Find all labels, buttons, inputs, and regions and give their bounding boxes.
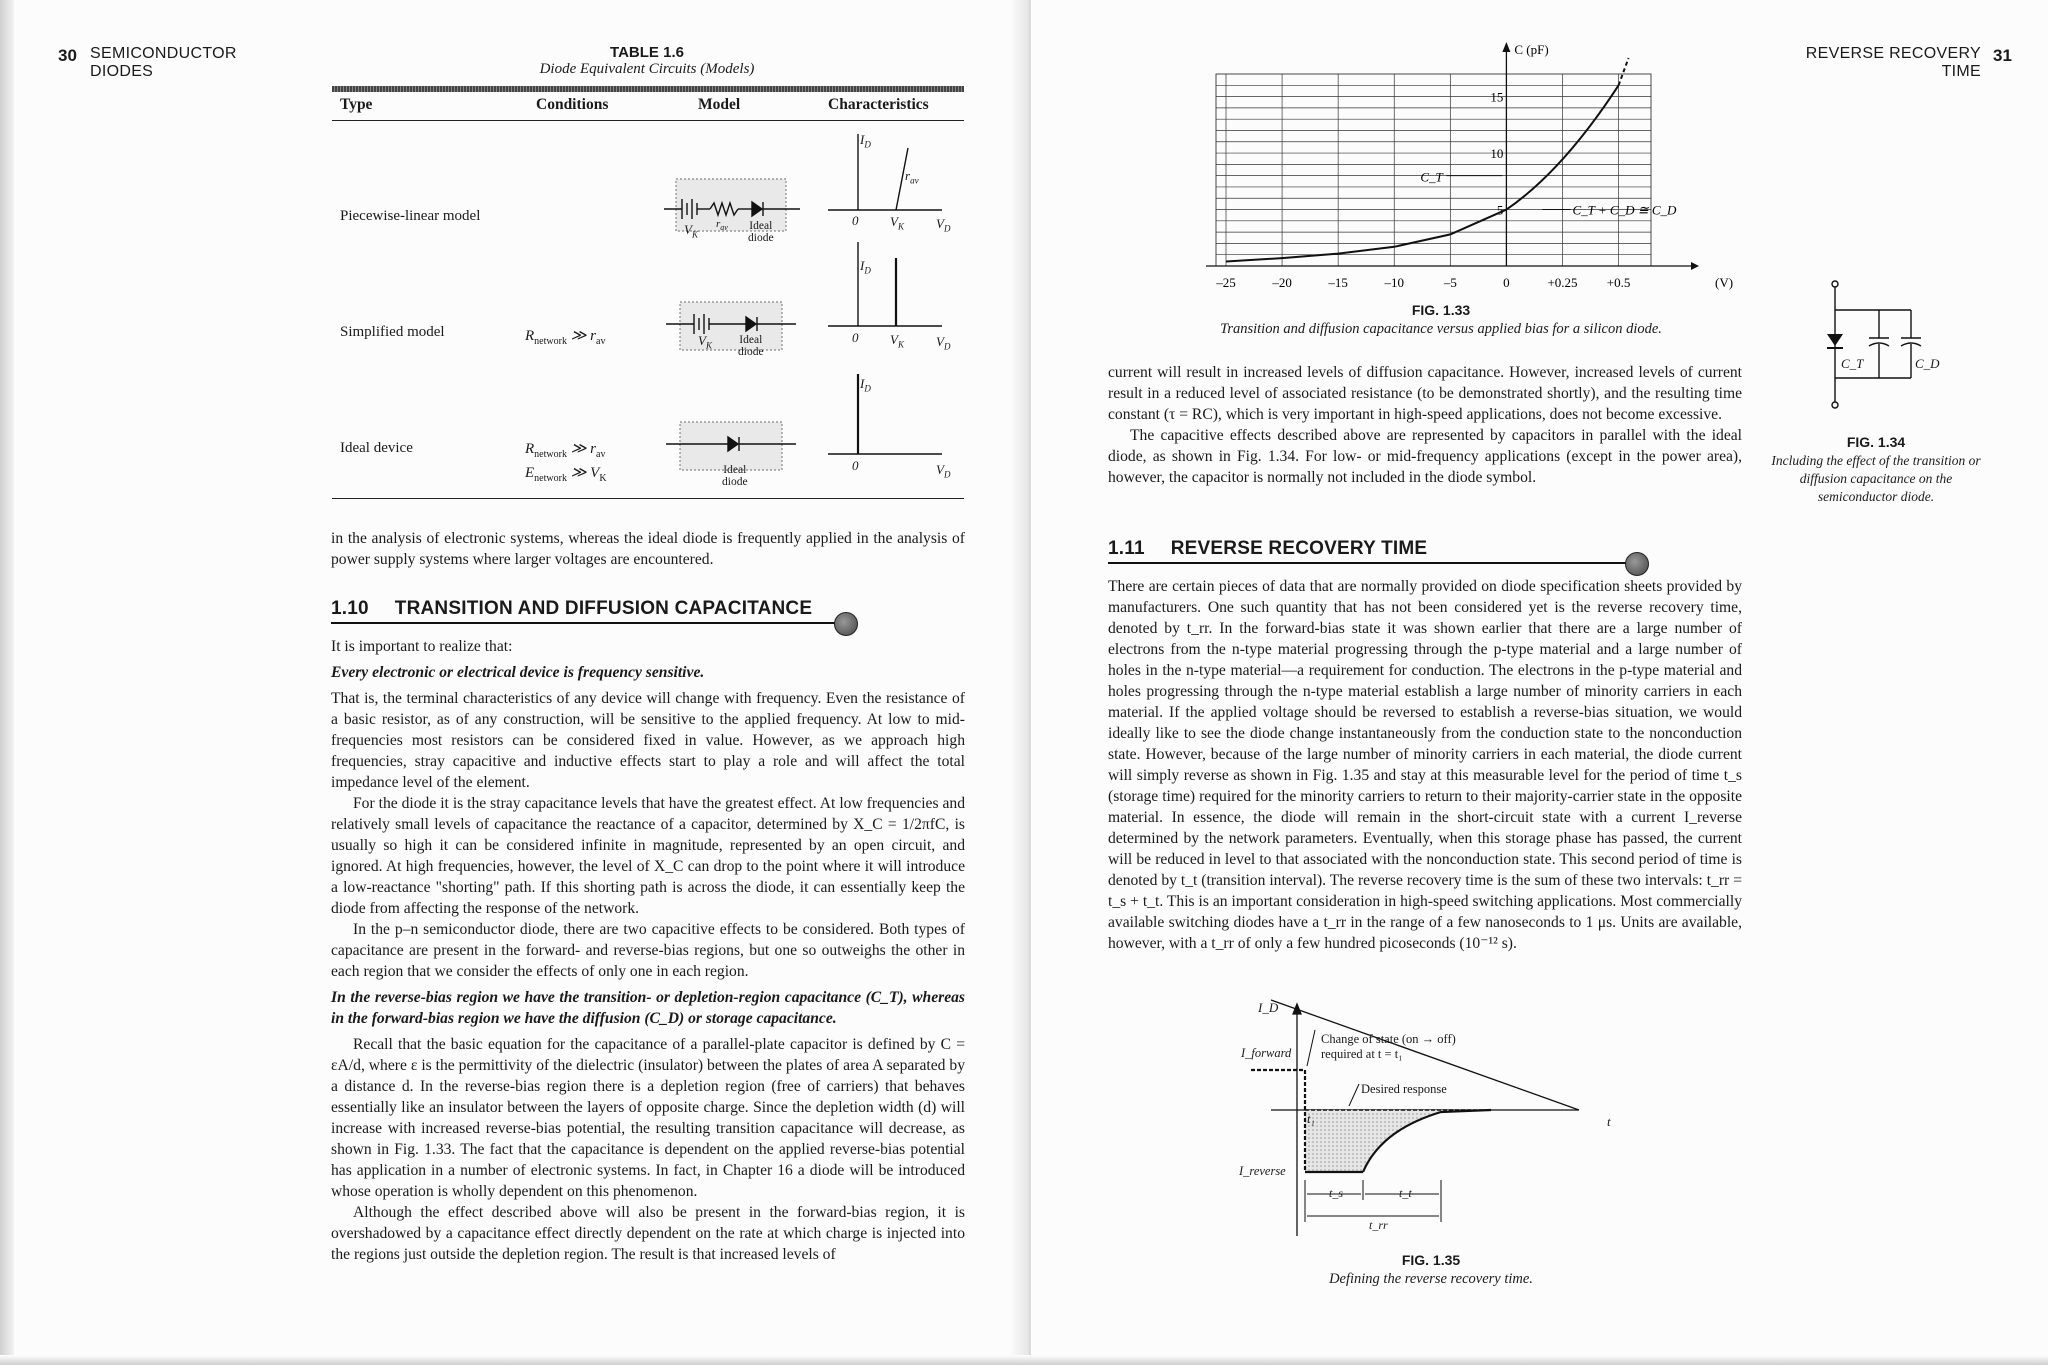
x-tick-label: –10	[1384, 275, 1404, 290]
label-id-3: $I_D$	[860, 376, 871, 394]
x-tick-label: +0.25	[1547, 275, 1578, 290]
row-type-piecewise: Piecewise-linear model	[340, 208, 481, 224]
label-ideal-diode-2: Ideal diode	[738, 334, 764, 358]
header-conditions: Conditions	[536, 96, 609, 113]
header-type: Type	[340, 96, 373, 113]
emphasis-statement: Every electronic or electrical device is frequency sensitive.	[331, 664, 705, 681]
paragraph: Recall that the basic equation for the capacitance of a parallel-plate capacitor is defined by C = εA/d, where ε is the permittivity of the dielectric (insulator) between the plates of area A separated by a distance d. In the reverse-bias region there is a depletion region (free of carriers) that behaves essentially like an insulator between the layers of opposite charge. Since the depletion width (d) will increase with increased reverse-bias potential, the resulting transition capacitance will decrease, as shown in Fig. 1.33. The fact that the capacitance is dependent on the applied reverse-bias potential has application in a number of electronic systems. In fact, in Chapter 16 a diode will be introduced whose operation is wholly dependent on this phenomenon.	[331, 1036, 965, 1200]
table-title: TABLE 1.6	[610, 44, 684, 61]
label-zero-3: 0	[852, 458, 859, 473]
label-rav-model: $r_{av}$	[716, 218, 728, 233]
fig-1-33-label: FIG. 1.33	[1411, 302, 1471, 318]
fig-1-33-caption: Transition and diffusion capacitance versus applied bias for a silicon diode.	[1220, 321, 1662, 337]
x-tick-label: –5	[1443, 275, 1457, 290]
fig-1-34-ct: C_T	[1841, 356, 1864, 371]
fig-1-34-cd: C_D	[1915, 356, 1940, 371]
ct-annotation: C_T	[1420, 169, 1443, 185]
char-ideal	[828, 374, 942, 454]
page-edge	[0, 0, 14, 1365]
fig-1-33-chart	[1171, 40, 1734, 302]
y-tick-label: 10	[1490, 146, 1504, 162]
x-tick-label: –20	[1272, 275, 1292, 290]
section-title: TRANSITION AND DIFFUSION CAPACITANCE	[394, 598, 813, 619]
page-bottom-edge	[0, 1355, 2048, 1365]
fig-1-34-diagram	[1811, 270, 1941, 420]
label-id-2: $I_D$	[860, 258, 871, 276]
series-cd-extension	[1619, 58, 1629, 85]
table-top-rule	[332, 86, 964, 92]
section-marker-icon	[1625, 552, 1649, 576]
series-ct-line	[1226, 210, 1506, 262]
x-tick-label: +0.5	[1606, 275, 1631, 290]
paragraph: In the p–n semiconductor diode, there are two capacitive effects to be considered. Both types of capacitance are present in the forward- and reverse-bias regions, but one so outweighs the other in each region that we consider the effects of only one in each region.	[331, 921, 965, 980]
x-tick-label: 0	[1503, 275, 1510, 290]
fig-1-35-tt: t_t	[1399, 1186, 1412, 1200]
fig-1-35-desired: Desired response	[1361, 1082, 1447, 1096]
fig-1-34-caption: Including the effect of the transition or diffusion capacitance on the semiconductor diode.	[1771, 453, 1981, 504]
section-title: REVERSE RECOVERY TIME	[1170, 538, 1428, 559]
y-axis-arrow	[1502, 42, 1510, 52]
fig-1-35-label: FIG. 1.35	[1401, 1252, 1461, 1268]
label-vd-2: $V_D$	[936, 334, 951, 352]
row-type-simplified: Simplified model	[340, 324, 445, 340]
paragraph: The capacitive effects described above are represented by capacitors in parallel with the ideal diode, as shown in Fig. 1.34. For low- or mid-frequency applications (except in the power area), however, the capacitor is normally not included in the diode symbol.	[1108, 427, 1742, 486]
section-heading-1-10	[331, 598, 851, 624]
table-subtitle: Diode Equivalent Circuits (Models)	[539, 61, 755, 77]
right-body-text	[1108, 362, 1742, 488]
header-model: Model	[698, 96, 741, 113]
fig-1-35-t1: t₁	[1307, 1112, 1315, 1126]
model-ideal	[666, 422, 796, 470]
char-simplified	[828, 242, 942, 326]
row-condition-simplified: $R_{network}$ ≫ $r_{av}$	[525, 328, 606, 347]
label-ideal-diode-3: Ideal diode	[722, 464, 748, 488]
running-head-right: REVERSE RECOVERY TIME	[1805, 45, 1981, 80]
label-vd-3: $V_D$	[936, 462, 951, 480]
x-tick-label: –15	[1328, 275, 1348, 290]
diode-symbol-icon	[1827, 334, 1843, 346]
paragraph: current will result in increased levels of diffusion capacitance. However, increased levels of current result in a reduced level of associated resistance (to be demonstrated shortly), and the resulting time constant (τ = RC), which is very important in high-speed applications, does not become excessive.	[1108, 364, 1742, 423]
emphasis-statement: In the reverse-bias region we have the transition- or depletion-region capacitance (C_T), whereas in the forward-bias region we have the diffusion (C_D) or storage capacitance.	[331, 989, 965, 1027]
section-number: 1.11	[1108, 538, 1145, 559]
paragraph: For the diode it is the stray capacitance levels that have the greatest effect. At low frequencies and relatively small levels of capacitance the reactance of a capacitor, determined by X_C = 1/2πfC, is usually so high it can be considered infinite in magnitude, represented by an open circuit, and ignored. At high frequencies, however, the level of X_C can drop to the point where it will introduce a low-reactance "shorting" path. If this shorting path is across the diode, it can essentially keep the diode from affecting the response of the network.	[331, 795, 965, 917]
fig-1-35-id: I_D	[1258, 1000, 1279, 1015]
y-tick-label: 5	[1496, 202, 1504, 218]
paragraph: It is important to realize that:	[331, 638, 513, 655]
left-intro-text: in the analysis of electronic systems, whereas the ideal diode is frequently applied in the analysis of power supply systems where larger voltages are encountered.	[331, 530, 965, 568]
label-vk-model-2: $V_K$	[698, 333, 712, 351]
table-header-rule	[332, 120, 964, 121]
running-head-left: SEMICONDUCTOR DIODES	[90, 45, 237, 80]
page-number-left: 30	[58, 46, 77, 65]
label-ideal-diode-1: Ideal diode	[748, 220, 774, 244]
label-vk-2: $V_K$	[890, 332, 904, 350]
fig-1-34-label: FIG. 1.34	[1846, 434, 1906, 450]
x-axis-arrow	[1691, 262, 1699, 270]
x-unit-label: (V)	[1715, 275, 1734, 290]
fig-1-35-t: t	[1607, 1114, 1611, 1129]
section-heading-1-11	[1108, 538, 1638, 564]
model-simplified	[666, 302, 796, 350]
table-title-block	[332, 44, 962, 78]
label-zero-2: 0	[852, 330, 859, 345]
table-bottom-rule	[332, 498, 964, 499]
fig-1-35-change-label: Change of state (on → off) required at t = t₁	[1321, 1032, 1456, 1061]
right-page	[1031, 0, 2048, 1365]
fig-1-35-trr: t_rr	[1369, 1218, 1388, 1232]
paragraph: Although the effect described above will also be present in the forward-bias region, it is overshadowed by a capacitance effect directly dependent on the rate at which charge is injected into the regions just outside the depletion region. The result is that increased levels of	[331, 1204, 965, 1263]
label-vk-model-1: $V_K$	[684, 222, 698, 240]
fig-1-35-iforward: I_forward	[1241, 1046, 1292, 1060]
x-tick-label: –25	[1216, 275, 1236, 290]
section-marker-icon	[834, 612, 858, 636]
fig-1-35-ireverse: I_reverse	[1239, 1164, 1286, 1178]
label-vk-1: $V_K$	[890, 214, 904, 232]
y-tick-label: 15	[1490, 89, 1504, 105]
char-piecewise	[828, 134, 942, 210]
fig-1-35-ts: t_s	[1329, 1186, 1344, 1200]
row-type-ideal: Ideal device	[340, 440, 413, 456]
paragraph: That is, the terminal characteristics of any device will change with frequency. Even the resistance of a basic resistor, as of any construction, will be sensitive to the applied frequency. At low to mid-frequencies most resistors can be considered fixed in value. However, as we approach high frequencies, stray capacitive and inductive effects start to play a role and will affect the total impedance level of the element.	[331, 690, 965, 791]
header-characteristics: Characteristics	[828, 96, 929, 113]
section-number: 1.10	[331, 598, 369, 619]
label-vd-1: $V_D$	[936, 216, 951, 234]
cd-annotation: C_T + C_D ≅ C_D	[1572, 202, 1677, 218]
label-zero-1: 0	[852, 213, 859, 228]
label-rav-char: $r_{av}$	[905, 168, 919, 186]
left-body-text	[331, 636, 965, 1265]
y-axis-label: C (pF)	[1514, 42, 1549, 57]
fig-1-35-caption: Defining the reverse recovery time.	[1329, 1271, 1533, 1287]
page-number-right: 31	[1993, 46, 2012, 65]
row-condition-ideal: $R_{network}$ ≫ $r_{av}$ $E_{network}$ ≫ $V_K$	[525, 441, 607, 484]
right-section-text: There are certain pieces of data that are normally provided on diode specification sheets provided by manufacturers. One such quantity that has not been considered yet is the reverse recovery time, denoted by t_rr. In the forward-bias state it was shown earlier that there are a large number of electrons from the n-type material progressing through the p-type material and a large number of holes in the n-type material—a requirement for conduction. The electrons in the p-type material and holes progressing through the n-type material establish a large number of minority carriers in each material. If the applied voltage should be reversed to establish a reverse-bias situation, we would ideally like to see the diode change instantaneously from the conduction state to the nonconduction state. However, because of the large number of minority carriers in each material, the diode current will simply reverse as shown in Fig. 1.35 and stay at this measurable level for the period of time t_s (storage time) required for the minority carriers to return to their majority-carrier state in the opposite material. In essence, the diode will remain in the short-circuit state with a current I_reverse determined by the network parameters. Eventually, when this storage phase has passed, the current will be reduced in level to that associated with the nonconduction state. This second period of time is denoted by t_t (transition interval). The reverse recovery time is the sum of these two intervals: t_rr = t_s + t_t. This is an important consideration in high-speed switching applications. Most commercially available switching diodes have a t_rr in the range of a few nanoseconds to 1 μs. Units are available, however, with a t_rr of only a few hundred picoseconds (10⁻¹² s).	[1108, 578, 1742, 952]
label-id-1: $I_D$	[860, 132, 871, 150]
